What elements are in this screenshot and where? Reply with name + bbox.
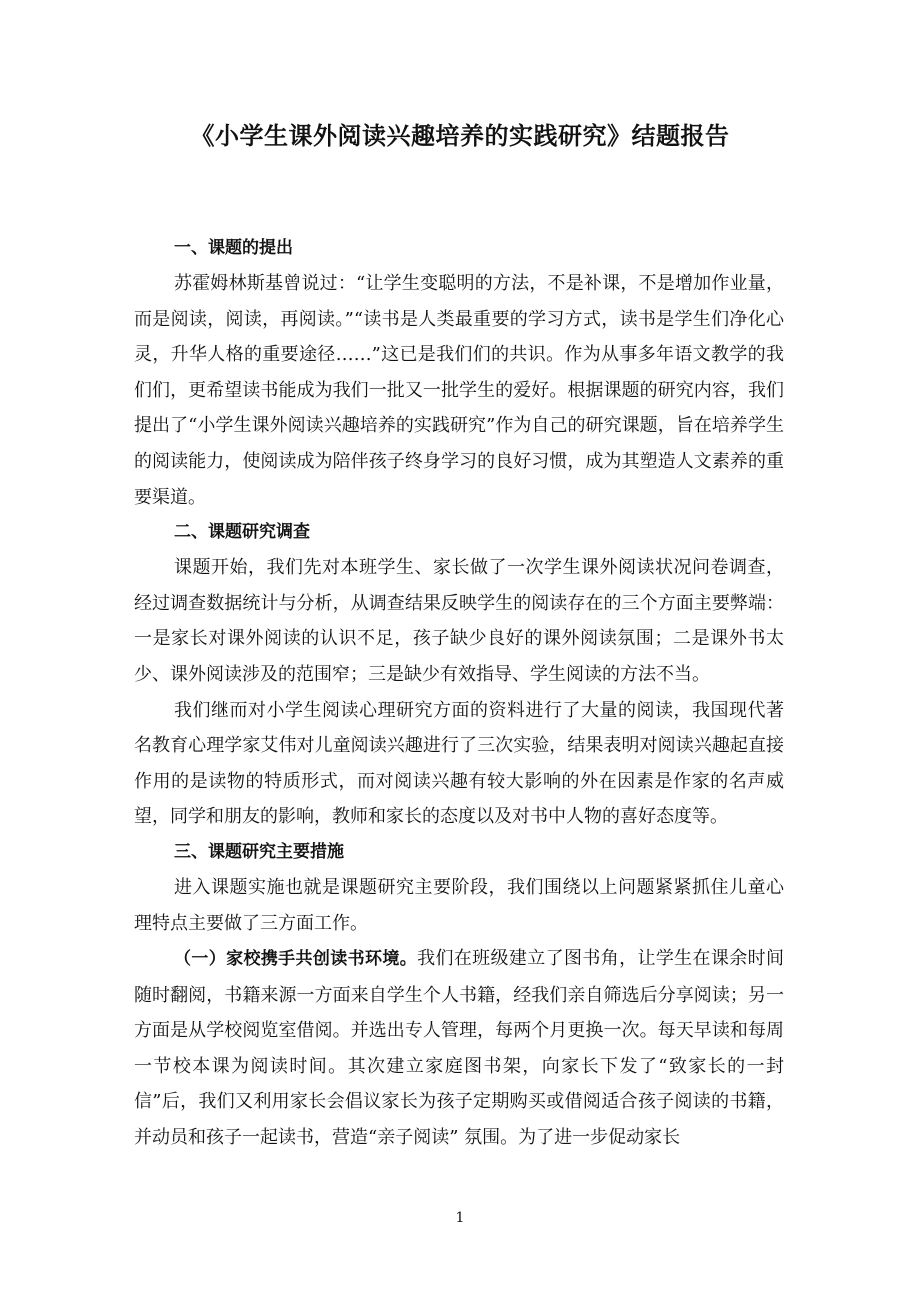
section-3-paragraph-1: 进入课题实施也就是课题研究主要阶段，我们围绕以上问题紧紧抓住儿童心理特点主要做了三方面工作。	[134, 876, 784, 934]
section-2-paragraph-1: 课题开始，我们先对本班学生、家长做了一次学生课外阅读状况问卷调查，经过调查数据统计与分析，从调查结果反映学生的阅读存在的三个方面主要弊端：一是家长对课外阅读的认识不足，孩子缺少良好的课外阅读氛围；二是课外书太少、课外阅读涉及的范围窄；三是缺少有效指导、学生阅读的方法不当。	[134, 557, 784, 685]
section-1-paragraph-1: 苏霍姆林斯基曾说过：“让学生变聪明的方法，不是补课，不是增加作业量，而是阅读，阅读，再阅读。”“读书是人类最重要的学习方式，读书是学生们净化心灵，升华人格的重要途径……”这已是我们们的共识。作为从事多年语文教学的我们们，更希望读书能成为我们一批又一批学生的爱好。根据课题的研究内容，我们提出了“小学生课外阅读兴趣培养的实践研究”作为自己的研究课题，旨在培养学生的阅读能力，使阅读成为陪伴孩子终身学习的良好习惯，成为其塑造人文素养的重要渠道。	[134, 273, 784, 508]
document-title: 《小学生课外阅读兴趣培养的实践研究》结题报告	[190, 122, 730, 150]
section-heading-2: 二、课题研究调查	[174, 522, 310, 543]
subsection-lead: （一）家校携手共创读书环境。	[174, 949, 418, 970]
section-2-paragraph-2: 我们继而对小学生阅读心理研究方面的资料进行了大量的阅读，我国现代著名教育心理学家艾伟对儿童阅读兴趣进行了三次实验，结果表明对阅读兴趣起直接作用的是读物的特质形式，而对阅读兴趣有较大影响的外在因素是作家的名声威望，同学和朋友的影响，教师和家长的态度以及对书中人物的喜好态度等。	[134, 699, 784, 828]
section-3-subsection-1	[134, 941, 784, 1156]
document-body	[134, 231, 784, 1156]
section-heading-3: 三、课题研究主要措施	[174, 841, 344, 862]
page-number: 1	[455, 1210, 465, 1226]
subsection-text: 我们在班级建立了图书角，让学生在课余时间随时翻阅，书籍来源一方面来自学生个人书籍，经我们亲自筛选后分享阅读；另一方面是从学校阅览室借阅。并选出专人管理，每两个月更换一次。每天早读和每周一节校本课为阅读时间。其次建立家庭图书架，向家长下发了“致家长的一封信”后，我们又利用家长会倡议家长为孩子定期购买或借阅适合孩子阅读的书籍，并动员和孩子一起读书，营造“亲子阅读” 氛围。为了进一步促动家长	[134, 948, 785, 1149]
section-heading-1: 一、课题的提出	[174, 238, 293, 258]
